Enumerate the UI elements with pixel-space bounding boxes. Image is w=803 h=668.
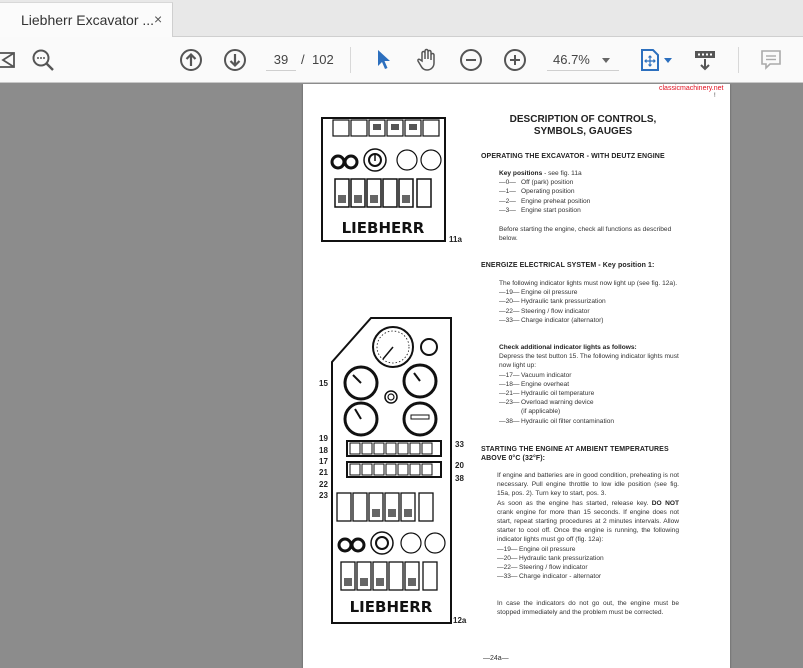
toolbar-divider: [738, 47, 739, 73]
fit-page-dropdown-icon[interactable]: [664, 58, 672, 63]
zoom-in-icon[interactable]: [502, 47, 528, 73]
tab-bar: [0, 0, 803, 37]
figure-label-12a: 12a: [453, 616, 467, 625]
previous-page-icon[interactable]: [178, 47, 204, 73]
list-item: —18—Engine overheat: [499, 380, 570, 388]
watermark: classicmachinery.net: [659, 85, 724, 92]
callout-17: 17: [319, 457, 328, 466]
watermark-mark: !: [714, 93, 716, 99]
section-heading-operating: OPERATING THE EXCAVATOR - WITH DEUTZ ENGINE: [481, 153, 665, 160]
list-item: —21—Hydraulic oil temperature: [499, 390, 595, 398]
page-title: DESCRIPTION OF CONTROLS, SYMBOLS, GAUGES: [509, 114, 657, 137]
callout-18: 18: [319, 446, 328, 455]
chevron-down-icon: [602, 58, 610, 63]
figure-label-11a: 11a: [449, 235, 462, 244]
additional-lights-block: Check additional indicator lights as follows: Depress the test button 15. The following indicator lights must now light up: —17—Vacuum indicator —18—Engine overheat —21—Hydraulic oil temperature —23—Overload warning device (if applicable) —38—Hydraulic oil filter contamination: [499, 343, 681, 426]
list-item: —23—Overload warning device: [499, 399, 594, 407]
pdf-page: [303, 84, 730, 668]
list-item: —19—Engine oil pressure: [499, 289, 578, 297]
page-number-input[interactable]: [266, 49, 296, 71]
hand-tool-icon[interactable]: [414, 47, 440, 73]
list-item: —33—Charge indicator - alternator: [497, 573, 602, 581]
callout-21: 21: [319, 468, 328, 477]
list-item: —17—Vacuum indicator: [499, 371, 572, 379]
list-item: —1— Operating position: [499, 188, 575, 196]
page-number-label: —24a—: [483, 655, 509, 662]
callout-23: 23: [319, 491, 328, 500]
list-item: —22—Steering / flow indicator: [499, 307, 590, 315]
key-positions-block: Key positions - see fig. 11a —0— Off (park) position —1— Operating position —2— Engine preheat position —3— Engine start position: [499, 169, 684, 215]
list-item: —20—Hydraulic tank pressurization: [499, 298, 606, 306]
list-item: —19—Engine oil pressure: [497, 545, 576, 553]
figure-12a: [331, 317, 453, 630]
list-item: —0— Off (park) position: [499, 179, 574, 187]
fit-page-icon[interactable]: [637, 47, 663, 73]
tab-title: Liebherr Excavator ...: [21, 12, 155, 28]
zoom-level-dropdown[interactable]: [547, 49, 619, 71]
list-item: —3— Engine start position: [499, 206, 581, 214]
email-icon[interactable]: [0, 47, 18, 73]
list-item: (if applicable): [521, 408, 561, 416]
toolbar: [0, 37, 803, 83]
next-page-icon[interactable]: [222, 47, 248, 73]
callout-22: 22: [319, 480, 328, 489]
close-tab-icon[interactable]: ×: [154, 11, 163, 27]
scroll-mode-icon[interactable]: [692, 47, 718, 73]
starting-instructions: If engine and batteries are in good condition, preheating is not necessary. Pull engine throttle to low idle position (see fig. 15a, pos. 2). Turn key to start, pos. 3. As soon as the engine has started, release key. DO NOT crank engine for more than 15 seconds. If engine does not start, repeat starting procedures at 2 minutes intervals. Allow starter to cool off. Once the engine is running, the following indicator lights must go off (fig. 12a): —19—Engine oil pressure —20—Hydraulic tank pressurization —22—Steering / flow indicator —33—Charge indicator - alternator: [497, 472, 679, 581]
callout-20: 20: [455, 461, 464, 470]
callout-19: 19: [319, 434, 328, 443]
page-separator: /: [301, 52, 305, 67]
comment-icon[interactable]: [758, 47, 784, 73]
select-tool-icon[interactable]: [370, 47, 396, 73]
list-item: —38—Hydraulic oil filter contamination: [499, 417, 615, 425]
search-icon[interactable]: [30, 47, 56, 73]
callout-33: 33: [455, 440, 464, 449]
list-item: —33—Charge indicator (alternator): [499, 316, 604, 324]
callout-38: 38: [455, 474, 464, 483]
control-panel-diagram-12a: [331, 317, 453, 625]
section-heading-starting: STARTING THE ENGINE AT AMBIENT TEMPERATURES ABOVE 0°C (32°F):: [481, 446, 669, 462]
section1-note: Before starting the engine, check all functions as described below.: [499, 226, 672, 243]
svg-text:LIEBHERR: LIEBHERR: [341, 219, 425, 237]
zoom-level-value: 46.7%: [553, 52, 590, 67]
page-total: 102: [312, 52, 334, 67]
svg-text:LIEBHERR: LIEBHERR: [349, 598, 433, 616]
section-heading-energize: ENERGIZE ELECTRICAL SYSTEM - Key position 1:: [481, 262, 655, 269]
list-item: —2— Engine preheat position: [499, 197, 591, 205]
list-item: —20—Hydraulic tank pressurization: [497, 554, 604, 562]
list-item: —22—Steering / flow indicator: [497, 564, 588, 572]
zoom-out-icon[interactable]: [458, 47, 484, 73]
energize-block: The following indicator lights must now light up (see fig. 12a). —19—Engine oil pressure —20—Hydraulic tank pressurization —22—Steering / flow indicator —33—Charge indicator (alternator): [499, 279, 681, 325]
toolbar-divider: [350, 47, 351, 73]
document-tab[interactable]: [0, 2, 173, 37]
control-panel-diagram-11a: [321, 117, 446, 242]
document-viewer[interactable]: [0, 84, 803, 668]
callout-15: 15: [319, 379, 328, 388]
figure-11a: [321, 117, 446, 247]
closing-note: In case the indicators do not go out, the engine must be stopped immediately and the problem must be corrected.: [497, 600, 679, 617]
